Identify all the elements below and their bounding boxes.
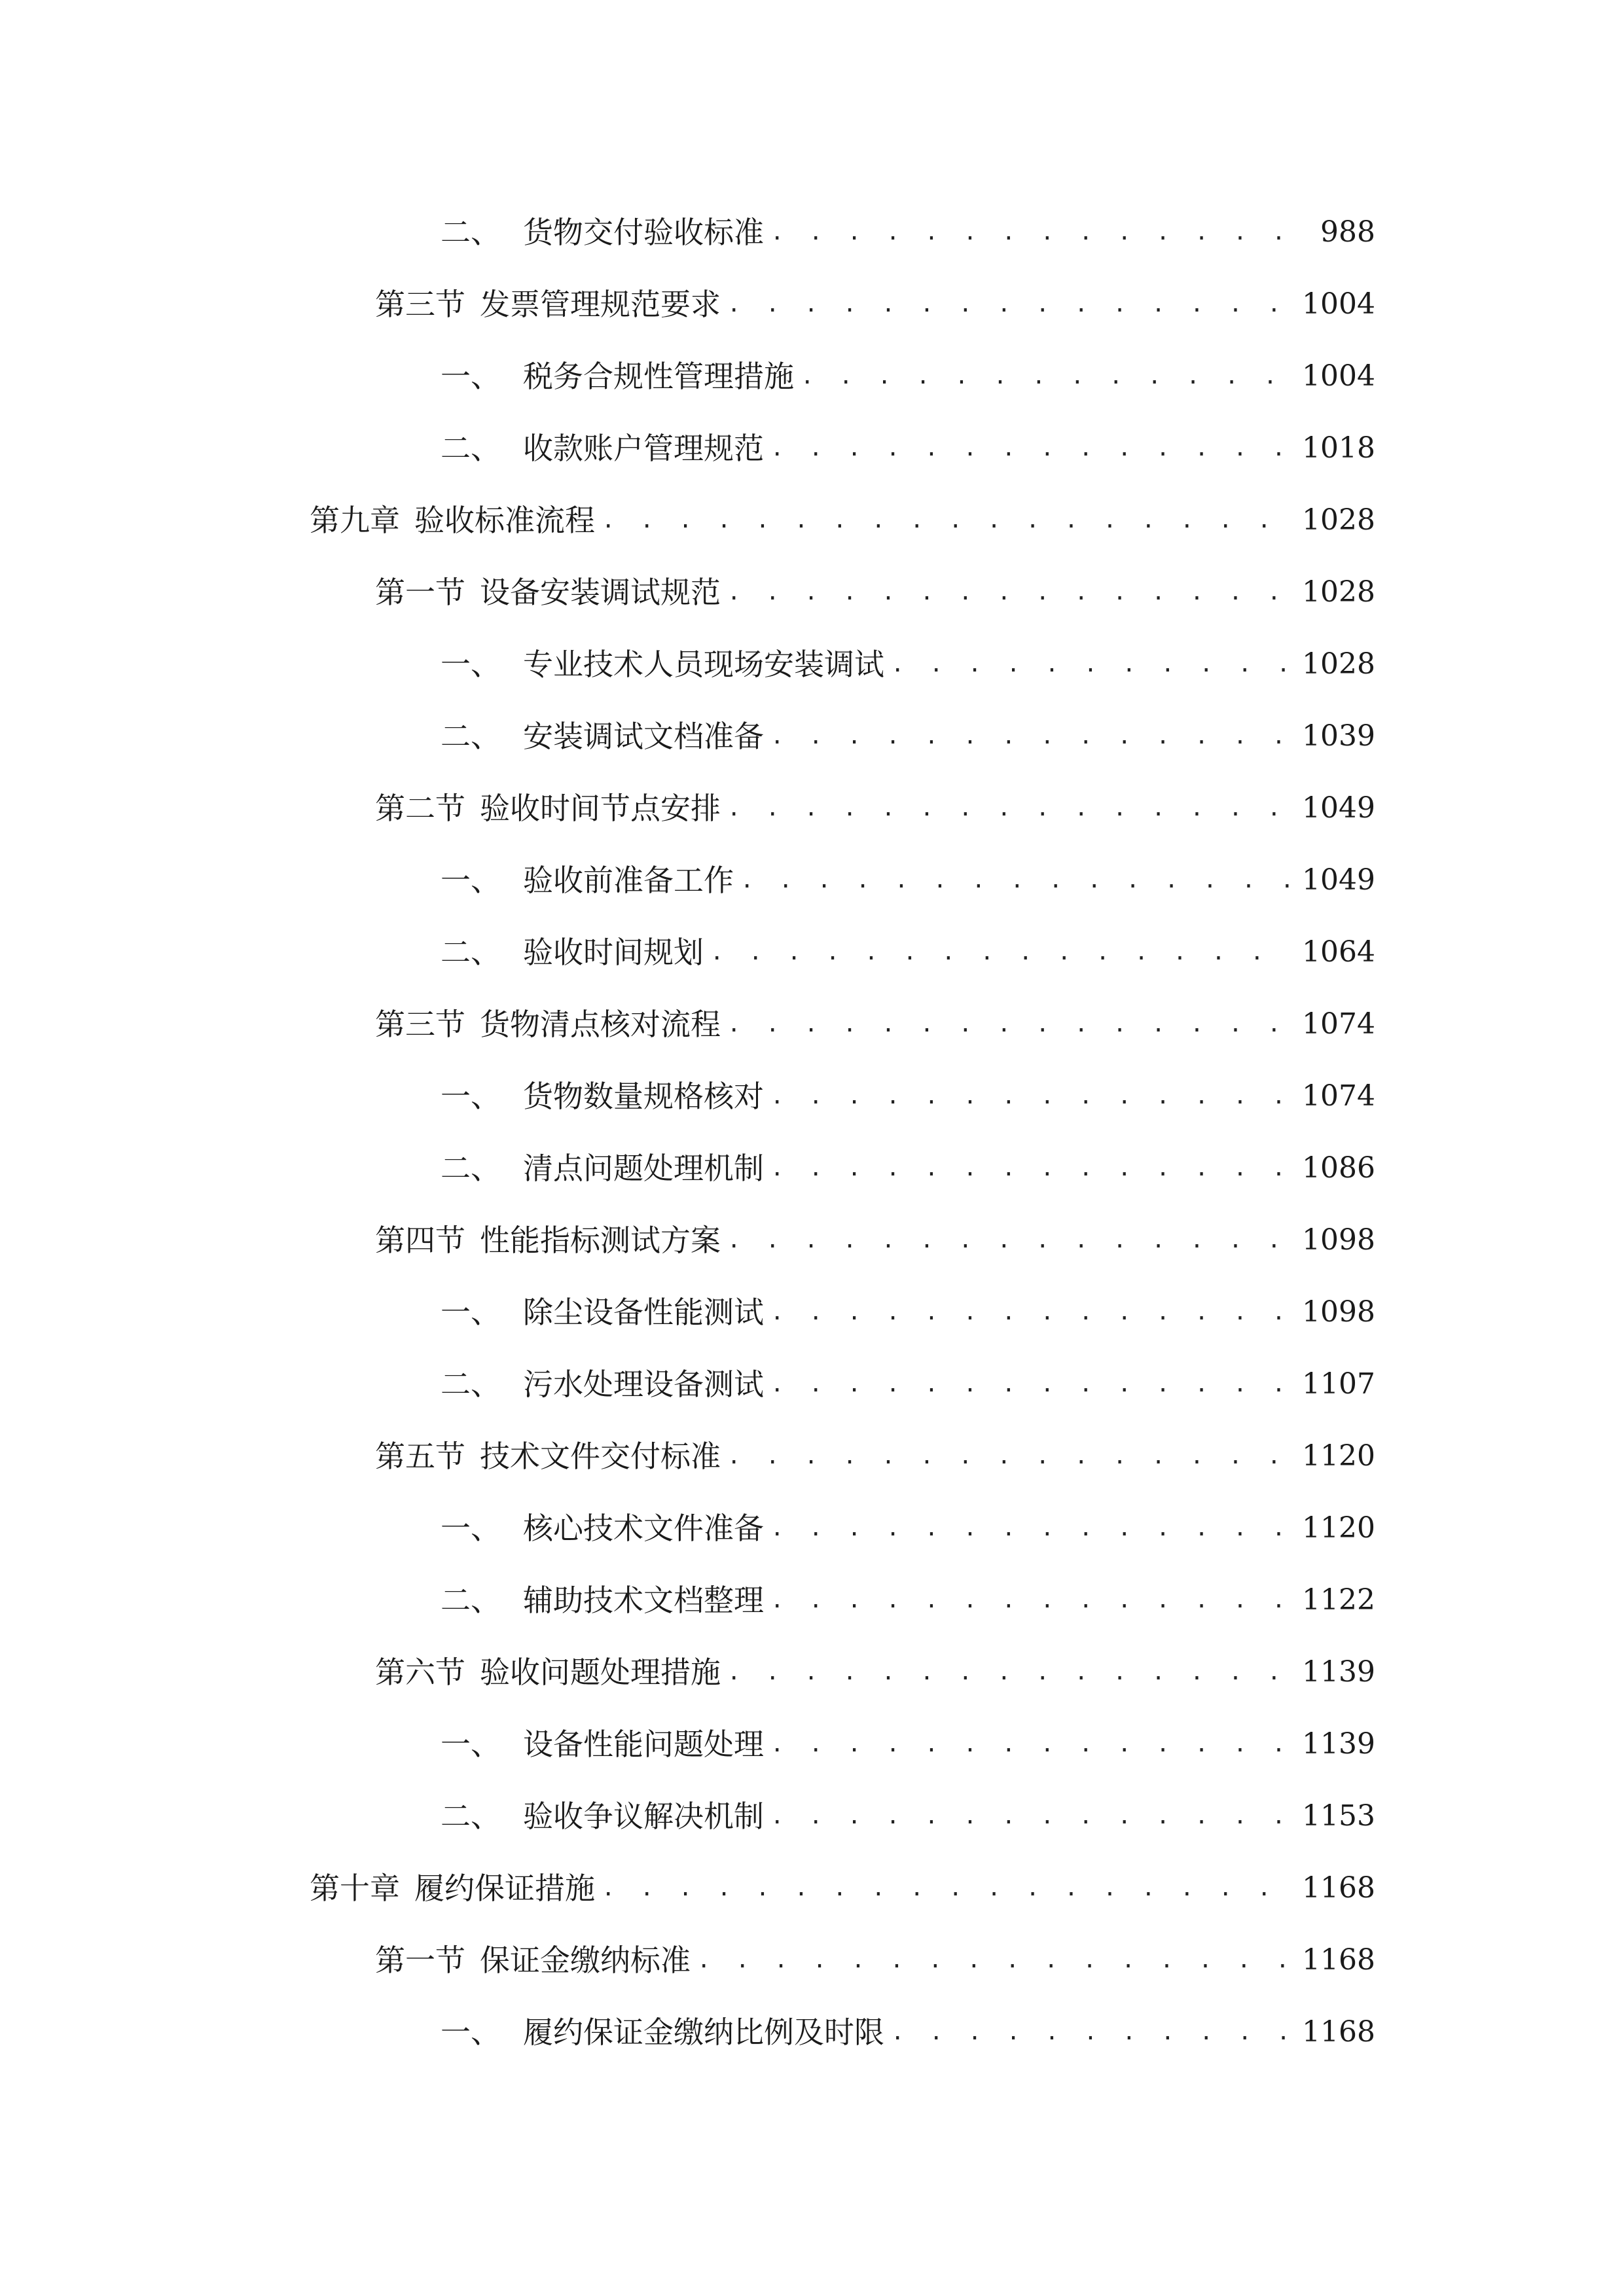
toc-entry[interactable] <box>310 488 1375 540</box>
toc-entry-prefix: 第一节 <box>375 1943 465 1978</box>
toc-entry-page: 1120 <box>1302 1439 1375 1473</box>
toc-entry[interactable] <box>441 416 1375 468</box>
toc-entry-prefix: 第十章 <box>310 1871 400 1906</box>
toc-entry[interactable] <box>375 1424 1375 1476</box>
toc-entry[interactable] <box>441 632 1375 684</box>
dot-leader <box>710 933 1291 972</box>
toc-entry[interactable] <box>441 1352 1375 1404</box>
toc-entry-title: 货物交付验收标准 <box>523 215 764 250</box>
toc-entry-page: 1122 <box>1302 1583 1375 1617</box>
toc-entry-page: 1004 <box>1302 287 1375 321</box>
toc-entry[interactable] <box>375 992 1375 1044</box>
toc-entry[interactable] <box>441 200 1375 252</box>
toc-entry-page: 1086 <box>1302 1151 1375 1185</box>
toc-entry-title: 安装调试文档准备 <box>523 719 764 754</box>
toc-entry[interactable] <box>375 1928 1375 1980</box>
toc-entry-title: 专业技术人员现场安装调试 <box>523 647 884 682</box>
toc-entry-title: 辅助技术文档整理 <box>523 1583 764 1618</box>
toc-entry-title: 污水处理设备测试 <box>523 1367 764 1402</box>
dot-leader <box>891 2013 1291 2052</box>
toc-entry[interactable] <box>375 1640 1375 1692</box>
toc-entry[interactable] <box>375 776 1375 828</box>
toc-entry-page: 1107 <box>1302 1367 1375 1401</box>
dot-leader <box>727 573 1291 612</box>
toc-entry-prefix: 一、 <box>441 359 501 394</box>
toc-entry-title: 验收问题处理措施 <box>480 1655 721 1690</box>
dot-leader <box>740 861 1291 900</box>
dot-leader <box>770 1149 1291 1188</box>
toc-entry-prefix: 二、 <box>441 1151 501 1186</box>
dot-leader <box>770 1365 1291 1404</box>
toc-entry[interactable] <box>441 1784 1375 1836</box>
toc-entry-prefix: 一、 <box>441 647 501 682</box>
toc-entry[interactable] <box>441 1496 1375 1548</box>
toc-entry-page: 1168 <box>1302 1943 1375 1977</box>
toc-entry[interactable] <box>441 704 1375 756</box>
toc-entry-prefix: 第一节 <box>375 575 465 610</box>
dot-leader <box>801 357 1291 396</box>
toc-entry-title: 履约保证措施 <box>414 1871 595 1906</box>
toc-entry[interactable] <box>441 1568 1375 1620</box>
toc-entry[interactable] <box>441 1136 1375 1188</box>
dot-leader <box>770 1725 1291 1764</box>
toc-entry-prefix: 第三节 <box>375 287 465 322</box>
toc-entry[interactable] <box>441 848 1375 900</box>
toc-entry[interactable] <box>375 560 1375 612</box>
toc-entry-title: 货物清点核对流程 <box>480 1007 721 1042</box>
toc-entry[interactable] <box>375 1208 1375 1260</box>
dot-leader <box>727 1221 1291 1260</box>
dot-leader <box>770 1509 1291 1548</box>
dot-leader <box>891 645 1291 684</box>
dot-leader <box>602 501 1291 540</box>
dot-leader <box>770 1293 1291 1332</box>
toc-entry-title: 收款账户管理规范 <box>523 431 764 466</box>
toc-entry-page: 1098 <box>1302 1223 1375 1257</box>
dot-leader <box>727 1437 1291 1476</box>
toc-entry-prefix: 第三节 <box>375 1007 465 1042</box>
dot-leader <box>770 717 1291 756</box>
dot-leader <box>727 1653 1291 1692</box>
toc-entry[interactable] <box>375 272 1375 324</box>
toc-entry-page: 1028 <box>1302 575 1375 609</box>
toc-entry-prefix: 第五节 <box>375 1439 465 1474</box>
toc-entry-title: 货物数量规格核对 <box>523 1079 764 1114</box>
dot-leader <box>697 1941 1291 1980</box>
toc-entry[interactable] <box>441 1712 1375 1764</box>
toc-entry-prefix: 二、 <box>441 719 501 754</box>
toc-entry-title: 除尘设备性能测试 <box>523 1295 764 1330</box>
toc-entry-prefix: 第二节 <box>375 791 465 826</box>
dot-leader <box>727 1005 1291 1044</box>
toc-entry-title: 性能指标测试方案 <box>480 1223 721 1258</box>
toc-entry-title: 验收前准备工作 <box>523 863 734 898</box>
toc-entry-page: 1028 <box>1302 503 1375 537</box>
toc-entry[interactable] <box>441 1280 1375 1332</box>
dot-leader <box>770 1581 1291 1620</box>
toc-entry[interactable] <box>310 1856 1375 1908</box>
toc-entry-page: 1120 <box>1302 1511 1375 1545</box>
toc-entry-prefix: 第四节 <box>375 1223 465 1258</box>
toc-entry-prefix: 一、 <box>441 1511 501 1546</box>
toc-entry-title: 清点问题处理机制 <box>523 1151 764 1186</box>
toc-entry-prefix: 一、 <box>441 1295 501 1330</box>
toc-entry-title: 验收标准流程 <box>414 503 595 538</box>
dot-leader <box>770 1797 1291 1836</box>
toc-entry[interactable] <box>441 2000 1375 2052</box>
toc-entry-prefix: 二、 <box>441 431 501 466</box>
toc-entry[interactable] <box>441 1064 1375 1116</box>
toc-entry-page: 1028 <box>1302 647 1375 681</box>
toc-entry[interactable] <box>441 344 1375 396</box>
toc-entry[interactable] <box>441 920 1375 972</box>
toc-entry-title: 保证金缴纳标准 <box>480 1943 691 1978</box>
toc-entry-page: 1074 <box>1302 1007 1375 1041</box>
toc-entry-title: 验收时间节点安排 <box>480 791 721 826</box>
toc-entry-prefix: 二、 <box>441 1367 501 1402</box>
toc-entry-title: 技术文件交付标准 <box>480 1439 721 1474</box>
dot-leader <box>770 429 1291 468</box>
toc-entry-title: 验收时间规划 <box>523 935 704 970</box>
toc-entry-page: 1064 <box>1302 935 1375 969</box>
toc-entry-prefix: 一、 <box>441 1727 501 1762</box>
toc-entry-title: 发票管理规范要求 <box>480 287 721 322</box>
toc-entry-prefix: 一、 <box>441 1079 501 1114</box>
toc-entry-title: 履约保证金缴纳比例及时限 <box>523 2015 884 2050</box>
toc-entry-page: 1153 <box>1302 1799 1375 1833</box>
toc-entry-page: 1049 <box>1302 863 1375 897</box>
toc-entry-page: 988 <box>1320 215 1375 249</box>
toc-entry-page: 1004 <box>1302 359 1375 393</box>
dot-leader <box>770 1077 1291 1116</box>
toc-entry-title: 设备安装调试规范 <box>480 575 721 610</box>
toc-entry-prefix: 一、 <box>441 863 501 898</box>
toc-entry-prefix: 二、 <box>441 935 501 970</box>
dot-leader <box>770 213 1302 252</box>
toc-entry-page: 1139 <box>1302 1727 1375 1761</box>
toc-entry-page: 1018 <box>1302 431 1375 465</box>
toc-entry-page: 1139 <box>1302 1655 1375 1689</box>
toc-entry-page: 1098 <box>1302 1295 1375 1329</box>
dot-leader <box>727 789 1291 828</box>
dot-leader <box>602 1869 1291 1908</box>
toc-entry-title: 验收争议解决机制 <box>523 1799 764 1834</box>
toc-entry-prefix: 一、 <box>441 2015 501 2050</box>
toc-entry-prefix: 第九章 <box>310 503 400 538</box>
toc-entry-title: 设备性能问题处理 <box>523 1727 764 1762</box>
toc-entry-prefix: 二、 <box>441 215 501 250</box>
toc-entry-prefix: 二、 <box>441 1583 501 1618</box>
toc-entry-page: 1049 <box>1302 791 1375 825</box>
toc-entry-prefix: 第六节 <box>375 1655 465 1690</box>
dot-leader <box>727 285 1291 324</box>
toc-entry-page: 1074 <box>1302 1079 1375 1113</box>
toc-entry-page: 1168 <box>1302 1871 1375 1905</box>
toc-entry-title: 核心技术文件准备 <box>523 1511 764 1546</box>
toc-entry-prefix: 二、 <box>441 1799 501 1834</box>
toc-entry-title: 税务合规性管理措施 <box>523 359 794 394</box>
toc-entry-page: 1039 <box>1302 719 1375 753</box>
toc-entry-page: 1168 <box>1302 2015 1375 2049</box>
